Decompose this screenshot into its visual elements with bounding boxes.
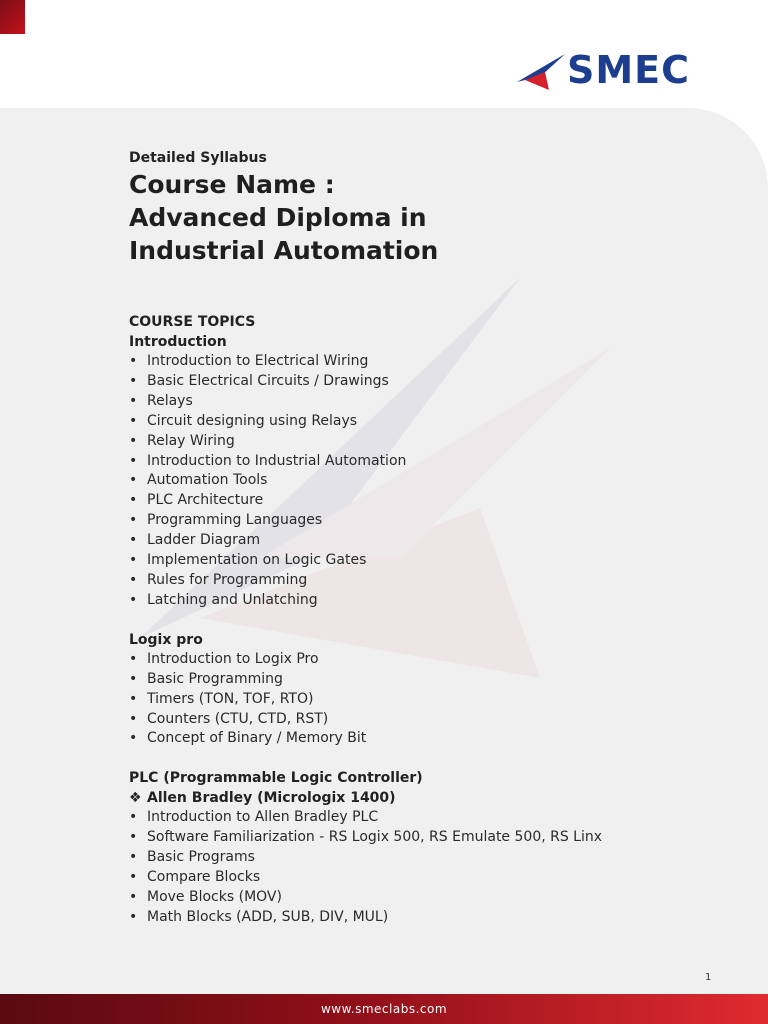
section-heading-plc: PLC (Programmable Logic Controller) [129,770,423,787]
list-item: • Rules for Programming [129,571,749,591]
list-item: • Basic Programming [129,670,749,690]
diamond-bullet-icon: ❖ [129,790,142,807]
list-item: • Math Blocks (ADD, SUB, DIV, MUL) [129,908,749,928]
list-item: • Timers (TON, TOF, RTO) [129,690,749,710]
section-heading-introduction: Introduction [129,334,227,350]
introduction-list [129,352,749,611]
list-item: • Introduction to Industrial Automation [129,452,749,472]
list-item: • Concept of Binary / Memory Bit [129,729,749,749]
logo-text: SMEC [567,48,691,92]
logo-swoosh-icon [515,52,571,92]
page-number: 1 [705,972,712,983]
footer-website-link[interactable]: www.smeclabs.com [320,1002,448,1016]
footer-bar [0,994,768,1024]
list-item: • Relay Wiring [129,432,749,452]
plc-subheading-text: Allen Bradley (Micrologix 1400) [147,790,396,807]
list-item: • Basic Electrical Circuits / Drawings [129,372,749,392]
list-item: • Relays [129,392,749,412]
list-item: • Introduction to Electrical Wiring [129,352,749,372]
list-item: • Programming Languages [129,511,749,531]
list-item: • Compare Blocks [129,868,749,888]
plc-subheading [129,788,749,808]
course-title-line: Course Name : [129,170,335,199]
list-item: • Software Familiarization - RS Logix 500, RS Emulate 500, RS Linx [129,828,749,848]
list-item: • Circuit designing using Relays [129,412,749,432]
list-item: • Counters (CTU, CTD, RST) [129,710,749,730]
section-heading-logix-pro: Logix pro [129,631,203,648]
smec-logo [515,48,720,92]
corner-accent [0,0,25,34]
list-item: • Ladder Diagram [129,531,749,551]
course-title-line: Industrial Automation [129,236,439,265]
list-item: • Basic Programs [129,848,749,868]
list-item: • Introduction to Allen Bradley PLC [129,808,749,828]
course-topics-heading: COURSE TOPICS [129,314,256,330]
list-item: • Latching and Unlatching [129,591,749,611]
list-item: • Move Blocks (MOV) [129,888,749,908]
course-title-line: Advanced Diploma in [129,203,427,232]
list-item: • Introduction to Logix Pro [129,650,749,670]
document-subtitle: Detailed Syllabus [129,150,267,166]
list-item: • Implementation on Logic Gates [129,551,749,571]
logix-pro-list [129,650,749,750]
list-item: • PLC Architecture [129,491,749,511]
plc-list [129,808,749,927]
course-title [129,168,749,267]
list-item: • Automation Tools [129,471,749,491]
syllabus-content [129,148,749,928]
